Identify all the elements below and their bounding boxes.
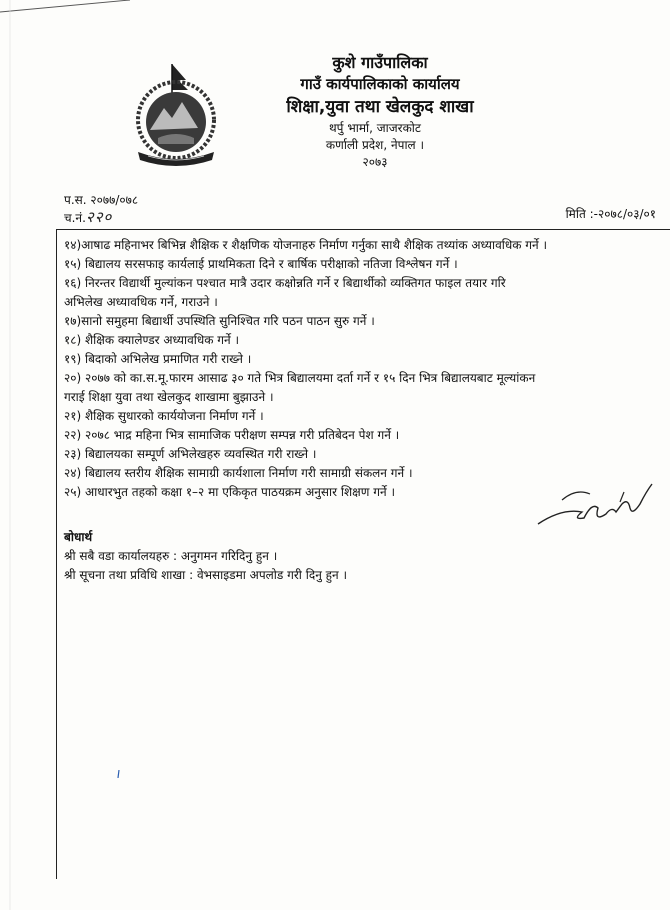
office-name: गाउँ कार्यपालिकाको कार्यालय — [300, 75, 460, 93]
handwritten-signature — [532, 478, 658, 534]
margin-line — [56, 229, 57, 879]
address-line-2: कर्णाली प्रदेश, नेपाल । — [325, 138, 425, 152]
cc-line-1: श्री सबै वडा कार्यालयहरु : अनुगमन गरिदिनु हुन । — [64, 549, 278, 563]
cc-line-2: श्री सूचना तथा प्रविधि शाखा : वेभसाइडमा अपलोड गरी दिनु हुन । — [64, 568, 348, 582]
item-text: १५) बिद्यालय सरसफाइ कार्यलाई प्राथमिकता दिने र बार्षिक परीक्षाको नतिजा विश्लेषन गर्ने । — [64, 257, 458, 271]
nepal-government-emblem-icon — [128, 60, 228, 168]
municipality-name: कुशे गाउँपालिका — [332, 53, 428, 72]
ink-speck — [117, 770, 120, 778]
list-item — [64, 312, 664, 331]
cc-block — [64, 528, 624, 585]
list-item — [64, 426, 664, 445]
item-text: १४)आषाढ महिनाभर बिभिन्न शैक्षिक र शैक्षणिक योजनाहरु निर्माण गर्नुका साथै शैक्षिक तथ्यांक अध्यावधिक गर्ने । — [64, 238, 548, 252]
cn-value: २२० — [85, 208, 113, 226]
item-text-continued: अभिलेख अध्यावधिक गर्ने, गराउने । — [64, 295, 218, 309]
list-item — [64, 236, 664, 255]
list-item — [64, 331, 664, 350]
list-item — [64, 445, 664, 464]
office-address — [300, 120, 450, 171]
office-header — [230, 52, 530, 120]
cn-label: च.नं. — [64, 211, 86, 225]
list-item — [64, 350, 664, 369]
section-name: शिक्षा,युवा तथा खेलकुद शाखा — [286, 97, 474, 117]
item-text-continued: गराई शिक्षा युवा तथा खेलकुद शाखामा बुझाउने । — [64, 390, 274, 404]
item-text: १६) निरन्तर विद्यार्थी मुल्यांकन पश्चात मात्रै उदार कक्षोन्नति गर्ने र बिद्यार्थीको व्यक्तिगत फाइल तयार गरि — [64, 276, 506, 290]
reference-block — [64, 192, 138, 227]
list-item — [64, 274, 664, 312]
item-text: १८) शैक्षिक क्यालेण्डर अध्यावधिक गर्ने । — [64, 333, 240, 347]
list-item — [64, 255, 664, 274]
established-year: २०७३ — [362, 155, 388, 169]
cc-title: बोधार्थ — [64, 530, 93, 544]
instruction-list — [64, 236, 664, 502]
item-text: २४) बिद्यालय स्तरीय शैक्षिक सामाग्री कार्यशाला निर्माण गरी सामाग्री संकलन गर्ने । — [64, 466, 413, 480]
item-text: २१) शैक्षिक सुधारको कार्ययोजना निर्माण गर्ने । — [64, 409, 264, 423]
list-item — [64, 369, 664, 407]
item-text: २३) बिद्यालयका सम्पूर्ण अभिलेखहरु व्यवस्थित गरी राख्ने । — [64, 447, 317, 461]
item-text: २०) २०७७ को का.स.मू.फारम आसाढ ३० गते भित्र बिद्यालयमा दर्ता गर्ने र १५ दिन भित्र बिद्यालयबाट मूल्यांकन — [64, 371, 536, 385]
item-text: २५) आधारभुत तहको कक्षा १–२ मा एकिकृत पाठयक्रम अनुसार शिक्षण गर्ने । — [64, 485, 396, 499]
item-text: १७)सानो समुहमा बिद्यार्थी उपस्थिति सुनिश्चित गरि पठन पाठन सुरु गर्ने । — [64, 314, 375, 328]
list-item — [64, 407, 664, 426]
ps-number: प.स. २०७७/०७८ — [64, 193, 139, 207]
letter-date: मिति :-२०७८/०३/०१ — [565, 207, 656, 221]
cn-number — [64, 209, 138, 227]
item-text: १९) बिदाको अभिलेख प्रमाणित गरी राख्ने । — [64, 352, 252, 366]
item-text: २२) २०७८ भाद्र महिना भित्र सामाजिक परीक्षण सम्पन्न गरी प्रतिबेदन पेश गर्ने । — [64, 428, 400, 442]
header-divider — [56, 229, 670, 230]
address-line-1: थर्पु भार्मा, जाजरकोट — [329, 121, 421, 135]
